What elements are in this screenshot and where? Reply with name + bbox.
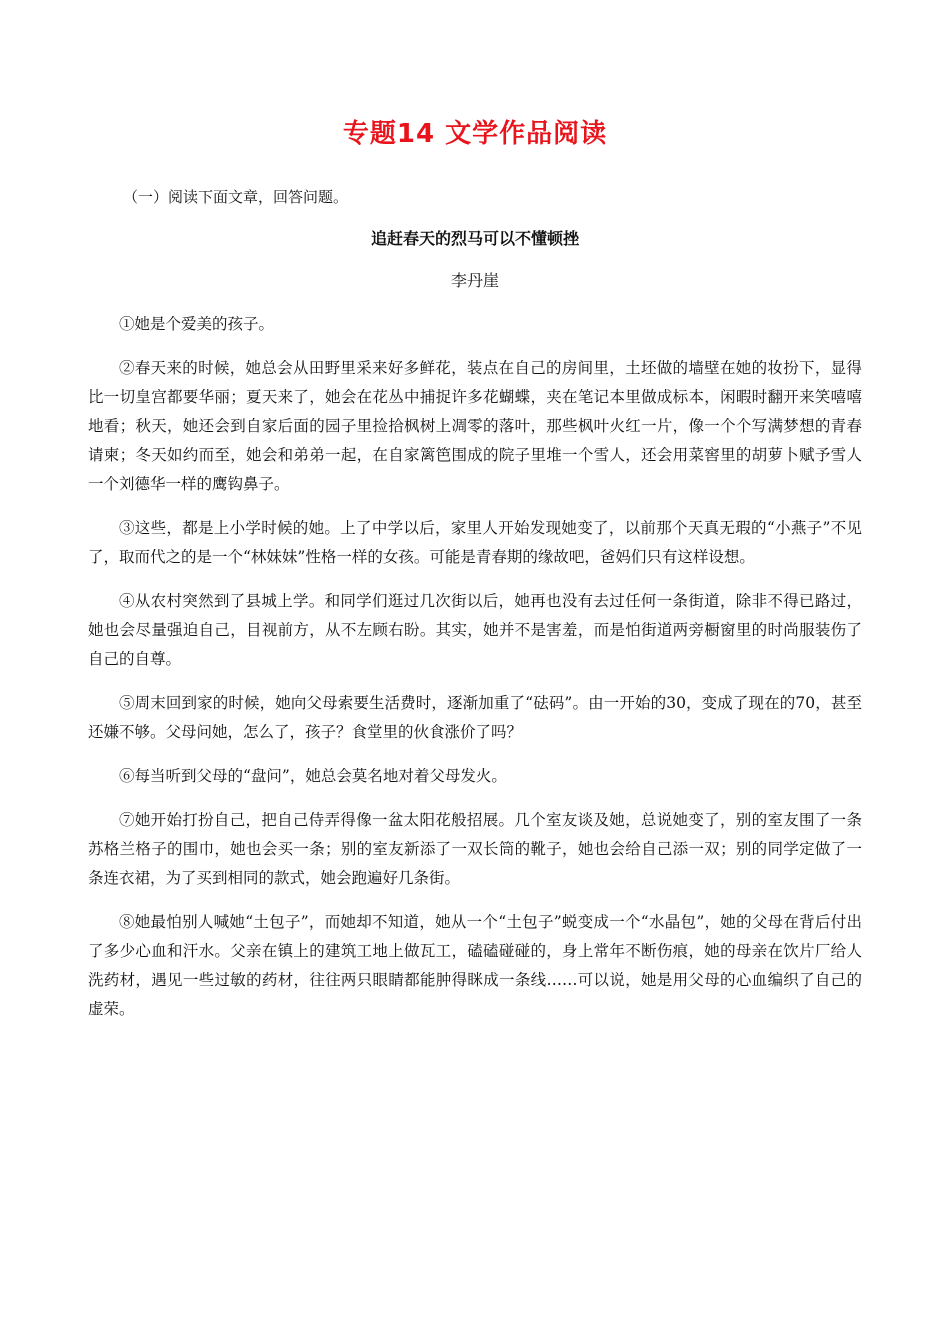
paragraph-1: ①她是个爱美的孩子。 xyxy=(119,315,275,333)
section-label: （一）阅读下面文章，回答问题。 xyxy=(123,188,349,206)
paragraph-8: ⑧她最怕别人喊她“土包子”，而她却不知道，她从一个“土包子”蜕变成一个“水晶包”，她的父母在背后付出了多少心血和汗水。父亲在镇上的建筑工地上做瓦工，磕磕碰碰的，身上常年不断伤痕，她的母亲在饮片厂给人洗药材，遇见一些过敏的药材，往往两只眼睛都能肿得眯成一条线……可以说，她是用父母的心血编织了自己的虚荣。 xyxy=(88,913,862,1018)
paragraph-2: ②春天来的时候，她总会从田野里采来好多鲜花，装点在自己的房间里，土坯做的墙壁在她的妆扮下，显得比一切皇宫都要华丽；夏天来了，她会在花丛中捕捉许多花蝴蝶，夹在笔记本里做成标本，闲暇时翻开来笑嘻嘻地看；秋天，她还会到自家后面的园子里捡拾枫树上凋零的落叶，那些枫叶火红一片，像一个个写满梦想的青春请柬；冬天如约而至，她会和弟弟一起，在自家篱笆围成的院子里堆一个雪人，还会用菜窖里的胡萝卜赋予雪人一个刘德华一样的鹰钩鼻子。 xyxy=(88,359,862,493)
paragraph-6: ⑥每当听到父母的“盘问”，她总会莫名地对着父母发火。 xyxy=(119,767,507,785)
article-body xyxy=(88,310,862,1039)
article-author: 李丹崖 xyxy=(450,271,499,290)
document-title: 专题14 文学作品阅读 xyxy=(342,119,608,149)
article-title: 追赶春天的烈马可以不懂顿挫 xyxy=(370,229,579,248)
paragraph-4: ④从农村突然到了县城上学。和同学们逛过几次街以后，她再也没有去过任何一条街道，除非不得已路过，她也会尽量强迫自己，目视前方，从不左顾右盼。其实，她并不是害羞，而是怕街道两旁橱窗里的时尚服装伤了自己的自尊。 xyxy=(88,592,862,668)
paragraph-3: ③这些，都是上小学时候的她。上了中学以后，家里人开始发现她变了，以前那个天真无瑕的“小燕子”不见了，取而代之的是一个“林妹妹”性格一样的女孩。可能是青春期的缘故吧，爸妈们只有这样设想。 xyxy=(88,519,862,566)
paragraph-5: ⑤周末回到家的时候，她向父母索要生活费时，逐渐加重了“砝码”。由一开始的30，变成了现在的70，甚至还嫌不够。父母问她，怎么了，孩子？食堂里的伙食涨价了吗？ xyxy=(88,694,862,741)
paragraph-7: ⑦她开始打扮自己，把自己侍弄得像一盆太阳花般招展。几个室友谈及她，总说她变了，别的室友围了一条苏格兰格子的围巾，她也会买一条；别的室友新添了一双长筒的靴子，她也会给自己添一双；别的同学定做了一条连衣裙，为了买到相同的款式，她会跑遍好几条街。 xyxy=(88,811,862,887)
